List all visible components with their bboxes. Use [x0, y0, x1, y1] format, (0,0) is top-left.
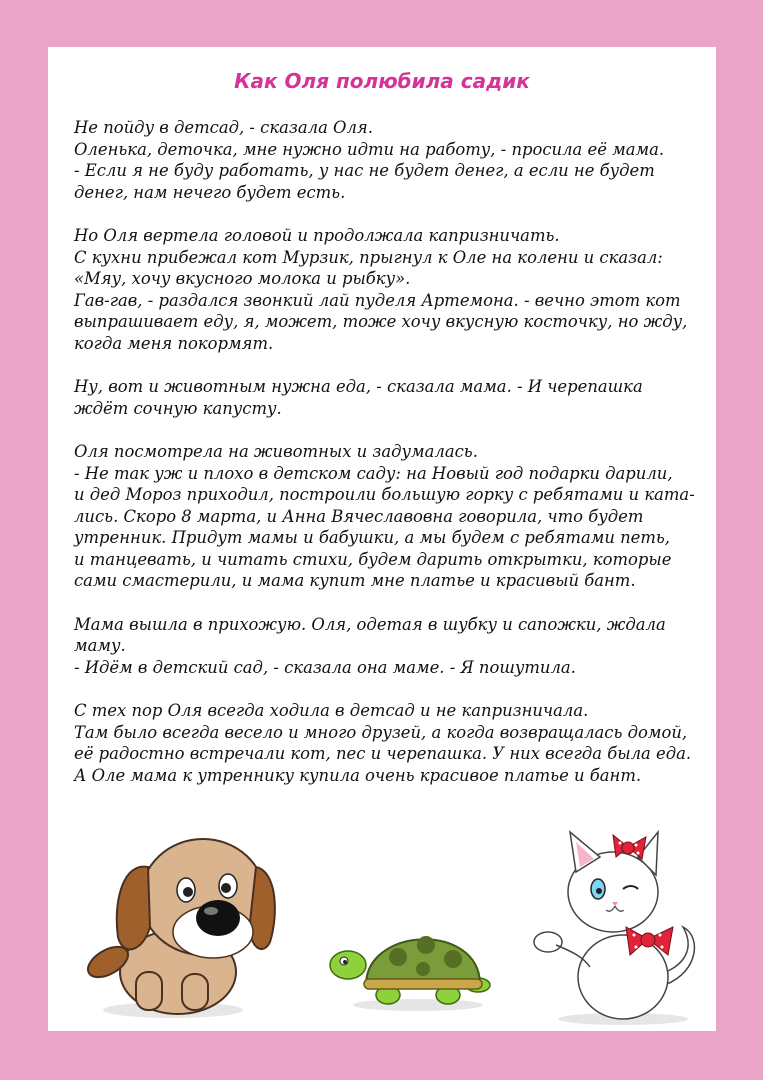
text-line: С кухни прибежал кот Мурзик, прыгнул к Оле на колени и сказал: [74, 247, 663, 267]
paragraph-1 [74, 117, 704, 203]
text-line: и танцевать, и читать стихи, будем дарить открытки, которые [74, 549, 672, 569]
text-line: Гав-гав, - раздался звонкий лай пуделя Артемона. - вечно этот кот [74, 290, 681, 310]
text-line: - Не так уж и плохо в детском саду: на Новый год подарки дарили, [74, 463, 673, 483]
text-line: лись. Скоро 8 марта, и Анна Вячеславовна говорила, что будет [74, 506, 644, 526]
paragraph-2 [74, 225, 704, 355]
text-line: - Если я не буду работать, у нас не будет денег, а если не будет [74, 161, 655, 181]
story-text [74, 117, 704, 808]
text-line: сами смастерили, и мама купит мне платье и красивый бант. [74, 571, 636, 591]
text-line: С тех пор Оля всегда ходила в детсад и не капризничала. [74, 701, 589, 721]
text-line: выпрашивает еду, я, может, тоже хочу вкусную косточку, но жду, [74, 312, 688, 332]
text-line: «Мяу, хочу вкусного молока и рыбку». [74, 269, 411, 289]
text-line: маму. [74, 636, 126, 656]
text-line: А Оле мама к утреннику купила очень красивое платье и бант. [74, 765, 642, 785]
story-title: Как Оля полюбила садик [234, 69, 530, 93]
text-line: Не пойду в детсад, - сказала Оля. [74, 118, 373, 137]
text-line: ждёт сочную капусту. [74, 398, 282, 418]
text-line: Но Оля вертела головой и продолжала капризничать. [74, 225, 560, 245]
text-line: Оля посмотрела на животных и задумалась. [74, 441, 478, 461]
text-line: Мама вышла в прихожую. Оля, одетая в шубку и сапожки, ждала [74, 614, 666, 634]
paragraph-3 [74, 376, 704, 419]
text-line: и дед Мороз приходил, построили большую горку с ребятами и ката- [74, 485, 695, 505]
text-line: - Идём в детский сад, - сказала она маме. - Я пошутила. [74, 657, 576, 677]
paragraph-5 [74, 614, 704, 679]
text-line: Ну, вот и животным нужна еда, - сказала мама. - И черепашка [74, 377, 643, 397]
text-line: Там было всегда весело и много друзей, а когда возвращалась домой, [74, 722, 688, 742]
paragraph-4 [74, 441, 704, 592]
text-line: её радостно встречали кот, пес и черепашка. У них всегда была еда. [74, 744, 692, 764]
text-line: утренник. Придут мамы и бабушки, а мы будем с ребятами петь, [74, 528, 671, 548]
text-line: Оленька, деточка, мне нужно идти на работу, - просила её мама. [74, 139, 665, 159]
paragraph-6 [74, 700, 704, 786]
puppy-illustration [78, 822, 278, 1022]
kitten-illustration [528, 827, 708, 1027]
story-page [48, 47, 716, 1031]
text-line: денег, нам нечего будет есть. [74, 182, 346, 202]
text-line: когда меня покормят. [74, 333, 274, 353]
turtle-illustration [328, 907, 493, 1012]
